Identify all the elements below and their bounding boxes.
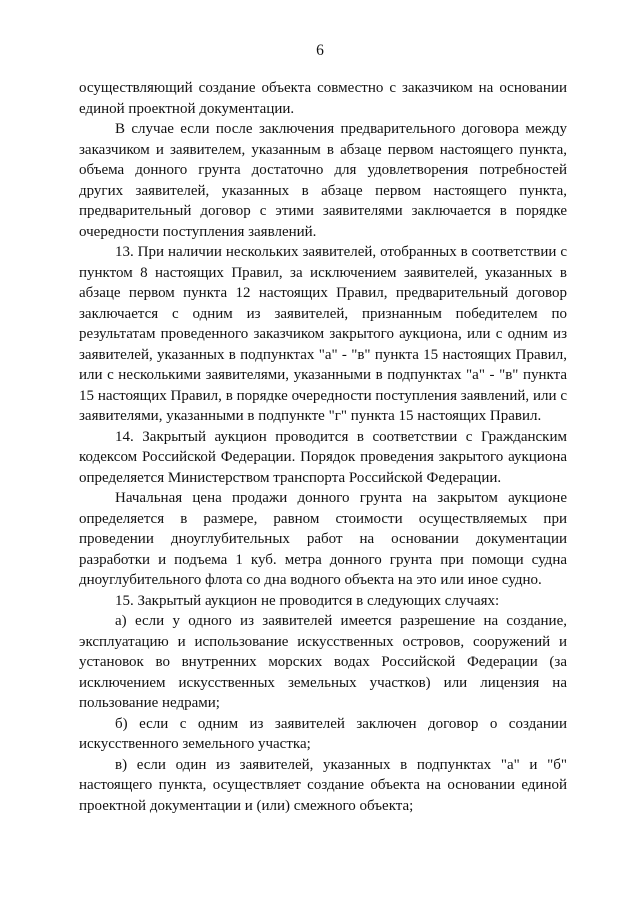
paragraph-subclause-b: б) если с одним из заявителей заключен договор о создании искусственного земельного участка; bbox=[79, 715, 567, 752]
document-body bbox=[79, 78, 567, 816]
paragraph-clause-14: 14. Закрытый аукцион проводится в соответствии с Гражданским кодексом Российской Федерации. Порядок проведения закрытого аукциона определяется Министерством транспорта Российской Федерации. bbox=[79, 428, 567, 486]
paragraph-clause-15: 15. Закрытый аукцион не проводится в следующих случаях: bbox=[115, 592, 500, 609]
page-number: 6 bbox=[316, 42, 324, 59]
paragraph-clause-13: 13. При наличии нескольких заявителей, отобранных в соответствии с пунктом 8 настоящих Правил, за исключением заявителей, указанных в абзаце первом пункта 12 настоящих Правил, предварительный договор заключается с одним из заявителей, признанным победителем по результатам проведенного заказчиком закрытого аукциона, или с одним из заявителей, указанных в подпунктах "а" - "в" пункта 15 настоящих Правил, или с несколькими заявителями, указанными в подпунктах "а" - "в" пункта 15 настоящих Правил, в порядке очередности поступления заявлений, или с заявителями, указанными в подпункте "г" пункта 15 настоящих Правил. bbox=[79, 244, 567, 424]
paragraph-preliminary-contract: В случае если после заключения предварительного договора между заказчиком и заявителем, указанным в абзаце первом настоящего пункта, объема донного грунта достаточно для удовлетворения потребностей других заявителей, указанных в абзаце первом настоящего пункта, предварительный договор с этими заявителями заключается в порядке очередности поступления заявлений. bbox=[79, 121, 567, 240]
paragraph-subclause-v: в) если один из заявителей, указанных в подпунктах "а" и "б" настоящего пункта, осуществляет создание объекта на основании единой проектной документации и (или) смежного объекта; bbox=[79, 756, 567, 814]
paragraph-continuation: осуществляющий создание объекта совместно с заказчиком на основании единой проектной документации. bbox=[79, 80, 567, 117]
paragraph-initial-price: Начальная цена продажи донного грунта на закрытом аукционе определяется в размере, равном стоимости осуществляемых при проведении дноуглубительных работ на основании документации разработки и подъема 1 куб. метра донного грунта при помощи судна дноуглубительного флота со дна водного объекта на это или иное судно. bbox=[79, 490, 567, 588]
paragraph-subclause-a: а) если у одного из заявителей имеется разрешение на создание, эксплуатацию и использование искусственных островов, сооружений и установок во внутренних морских водах Российской Федерации (за исключением искусственных земельных участков) или лицензия на пользование недрами; bbox=[79, 613, 567, 711]
